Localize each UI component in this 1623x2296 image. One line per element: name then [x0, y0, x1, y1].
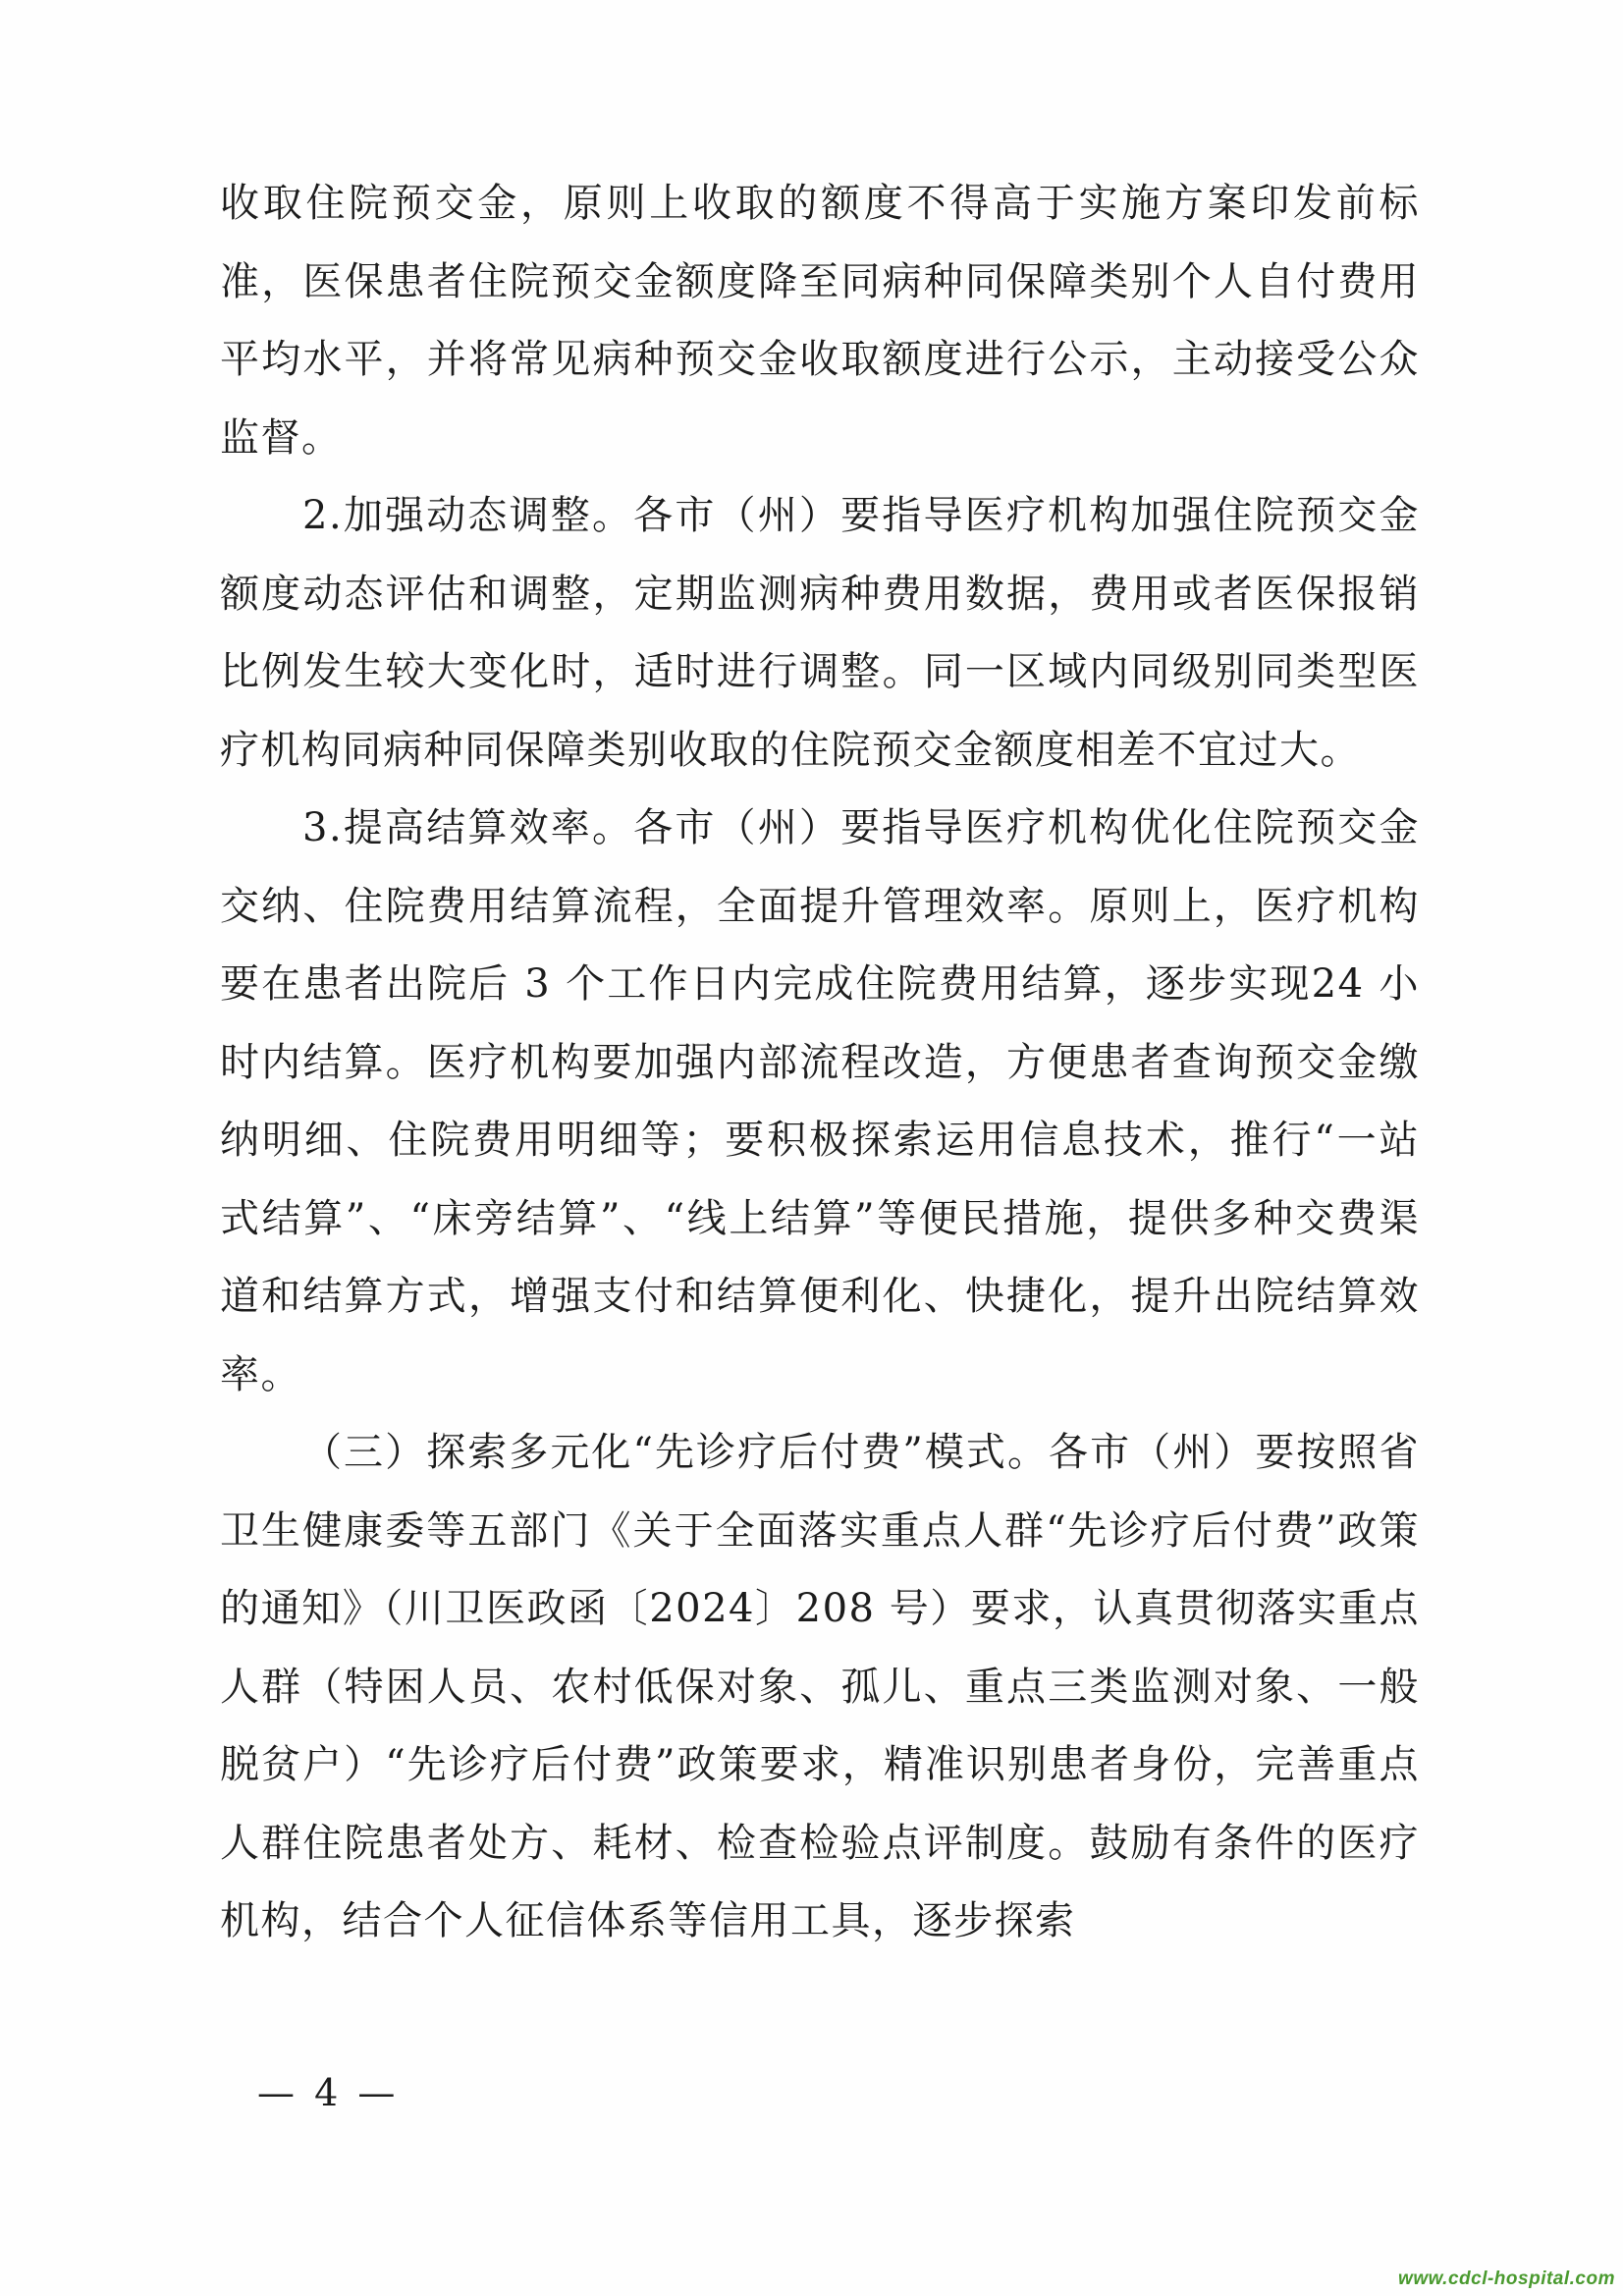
page-number: — 4 —: [257, 2071, 400, 2114]
paragraph-4: （三）探索多元化“先诊疗后付费”模式。各市（州）要按照省卫生健康委等五部门《关于全面落实重点人群“先诊疗后付费”政策的通知》（川卫医政函〔2024〕208 号）要求，认真贯彻落实重点人群（特困人员、农村低保对象、孤儿、重点三类监测对象、一般脱贫户）“先诊疗后付费”政策要求，精准识别患者身份，完善重点人群住院患者处方、耗材、检查检验点评制度。鼓励有条件的医疗机构，结合个人征信体系等信用工具，逐步探索: [220, 1430, 1420, 1943]
paragraph-1: 收取住院预交金，原则上收取的额度不得高于实施方案印发前标准，医保患者住院预交金额度降至同病种同保障类别个人自付费用平均水平，并将常见病种预交金收取额度进行公示，主动接受公众监督。: [220, 181, 1420, 461]
paragraph-3: 3.提高结算效率。各市（州）要指导医疗机构优化住院预交金交纳、住院费用结算流程，全面提升管理效率。原则上，医疗机构要在患者出院后 3 个工作日内完成住院费用结算，逐步实现24 小时内结算。医疗机构要加强内部流程改造，方便患者查询预交金缴纳明细、住院费用明细等；要积极探索运用信息技术，推行“一站式结算”、“床旁结算”、“线上结算”等便民措施，提供多种交费渠道和结算方式，增强支付和结算便利化、快捷化，提升出院结算效率。: [220, 805, 1420, 1397]
document-body: [220, 165, 1420, 1961]
website-watermark: www.cdcl-hospital.com: [1398, 2269, 1615, 2289]
paragraph-2: 2.加强动态调整。各市（州）要指导医疗机构加强住院预交金额度动态评估和调整，定期监测病种费用数据，费用或者医保报销比例发生较大变化时，适时进行调整。同一区域内同级别同类型医疗机构同病种同保障类别收取的住院预交金额度相差不宜过大。: [220, 493, 1420, 773]
